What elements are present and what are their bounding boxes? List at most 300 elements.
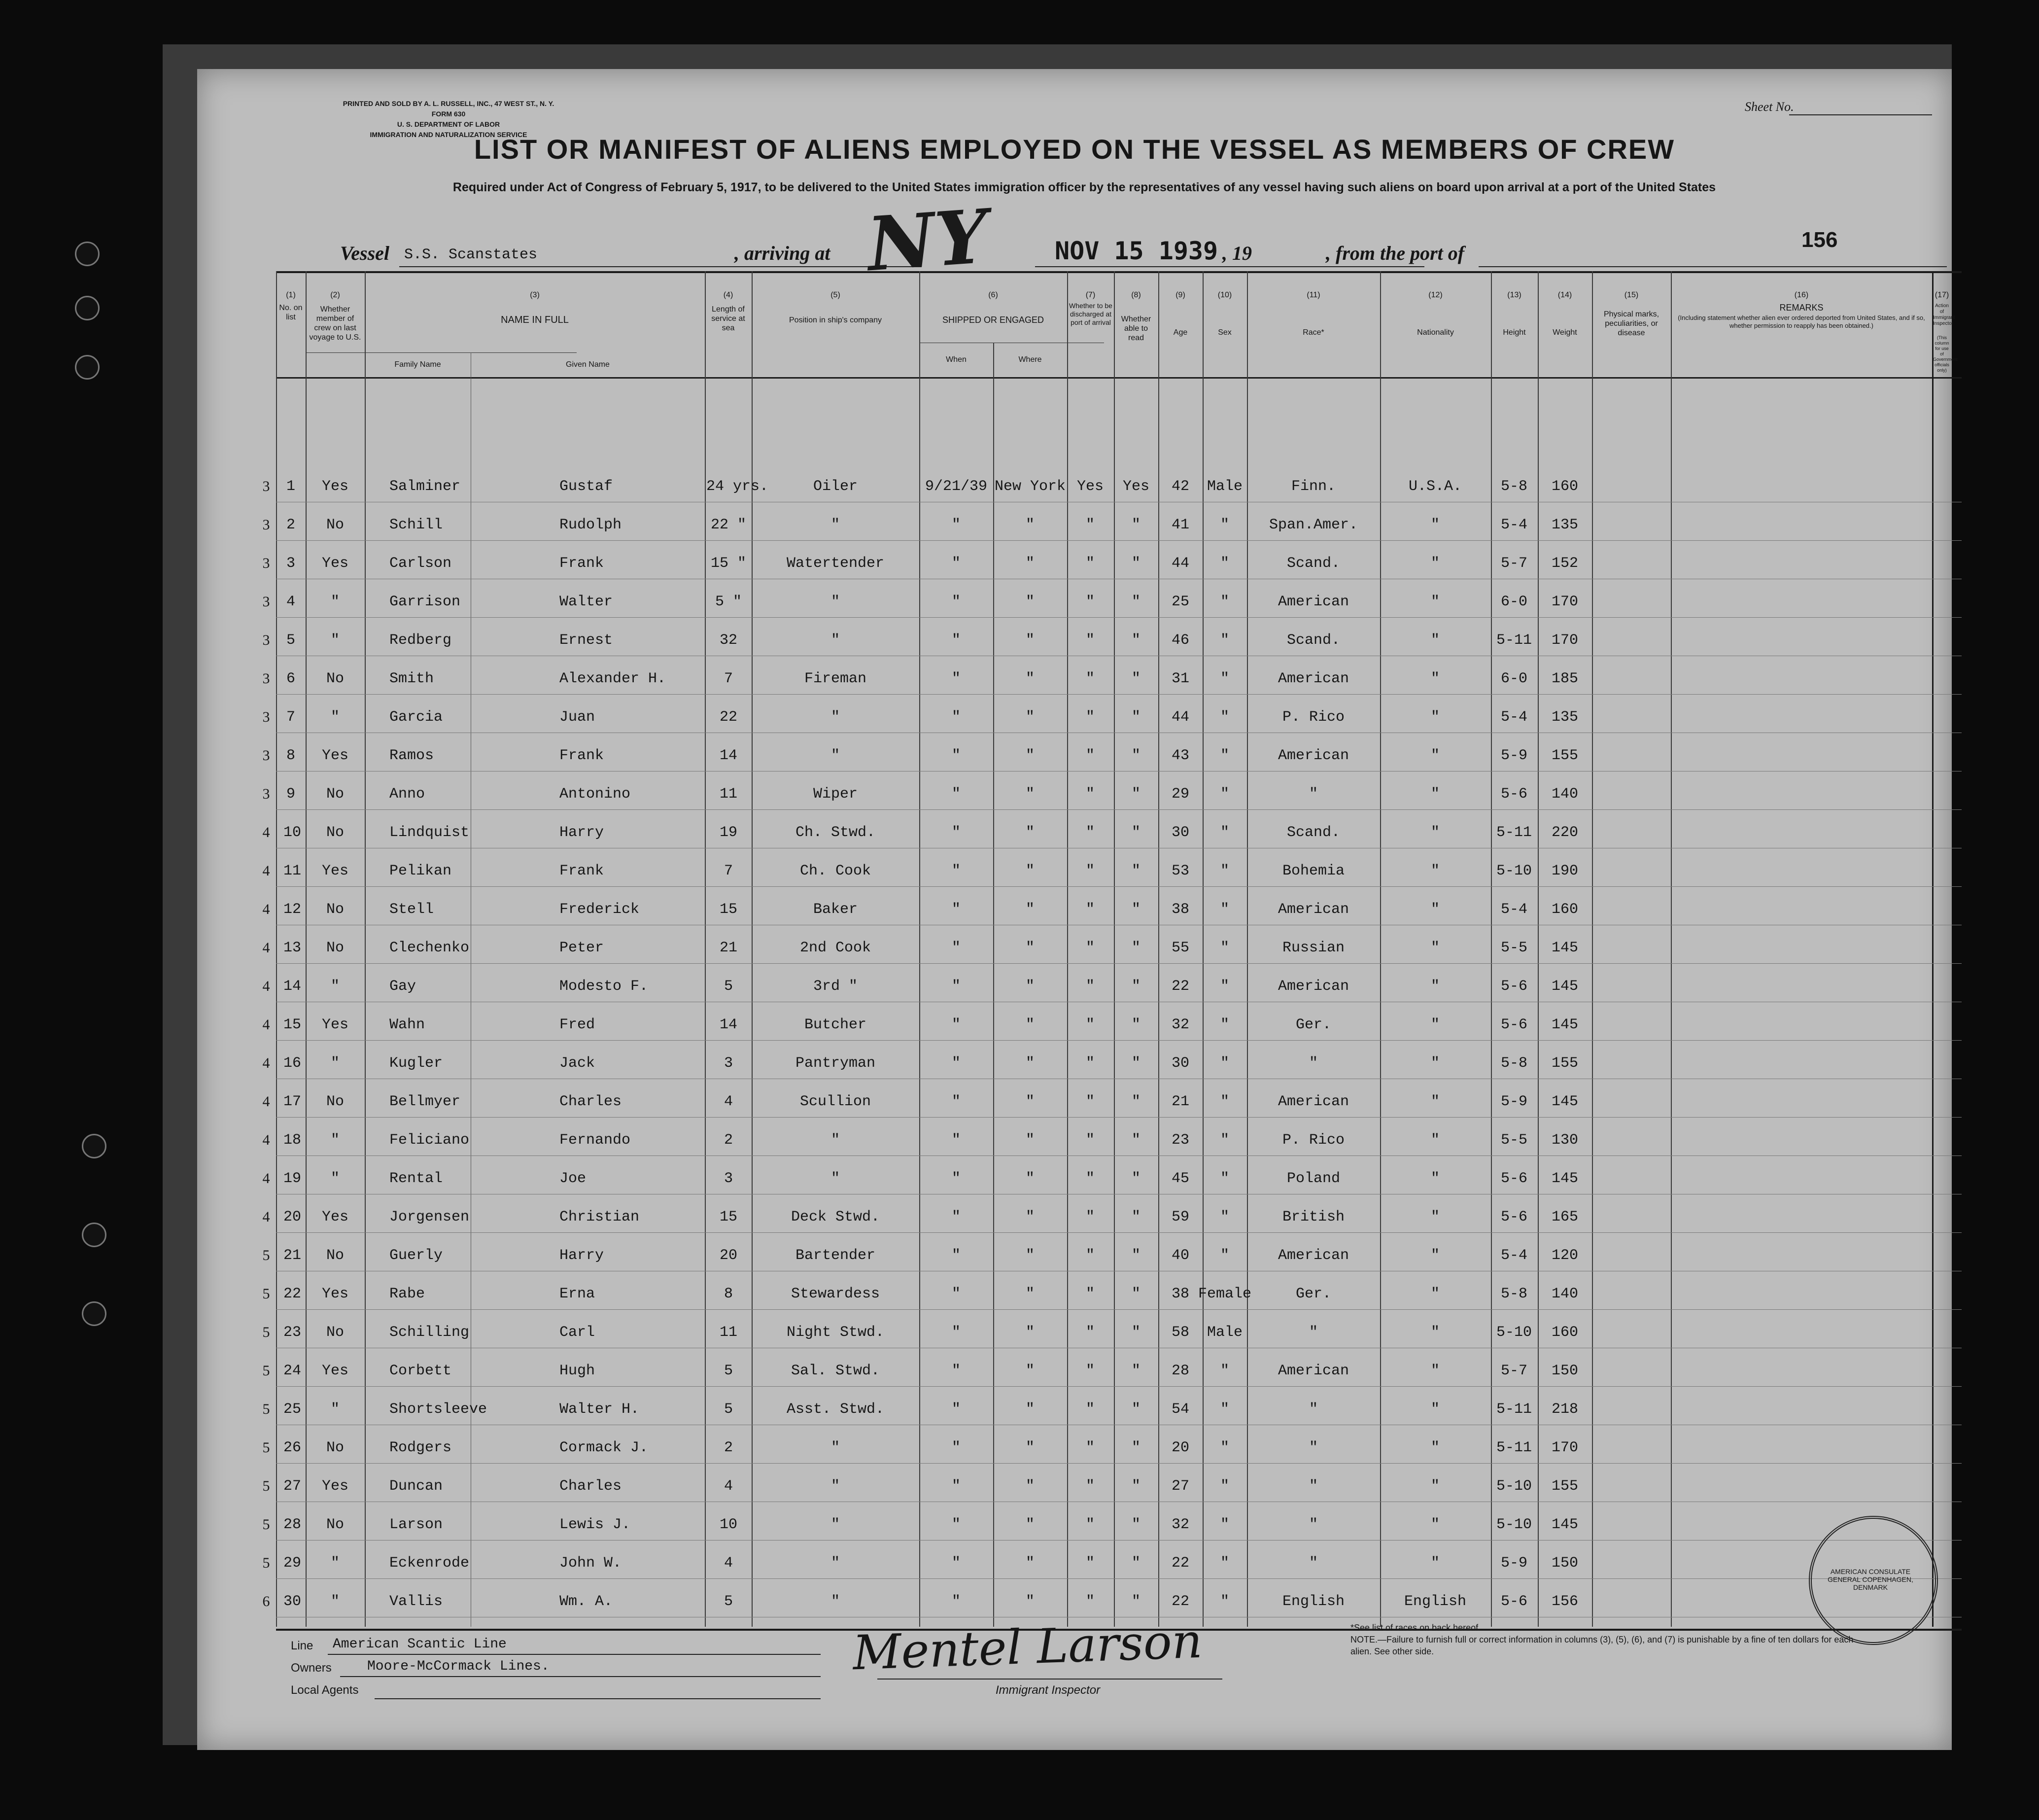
row-prev: " bbox=[330, 1593, 340, 1610]
year-line bbox=[1281, 266, 1326, 267]
header-family-name: Family Name bbox=[394, 360, 441, 369]
row-prev: " bbox=[330, 1132, 340, 1149]
row-sex: " bbox=[1220, 1132, 1229, 1149]
row-where: " bbox=[1025, 555, 1035, 572]
row-discharged: " bbox=[1085, 1132, 1095, 1149]
row-where: " bbox=[1025, 1555, 1035, 1572]
row-when: " bbox=[951, 1132, 961, 1149]
row-age: 23 bbox=[1171, 1132, 1189, 1149]
row-weight: 155 bbox=[1551, 1478, 1578, 1495]
row-margin: 5 bbox=[262, 1439, 270, 1456]
row-margin: 4 bbox=[262, 824, 270, 840]
row-discharged: Yes bbox=[1076, 478, 1104, 495]
binder-hole bbox=[75, 355, 100, 380]
header-name-in-full: NAME IN FULL bbox=[501, 315, 569, 325]
row-given: Lewis J. bbox=[559, 1516, 631, 1533]
row-where: " bbox=[1025, 747, 1035, 764]
row-service: 22 " bbox=[710, 517, 746, 533]
row-when: " bbox=[951, 1209, 961, 1225]
row-service: 7 bbox=[724, 863, 733, 879]
row-given: Peter bbox=[559, 940, 604, 956]
row-sex: " bbox=[1220, 1593, 1229, 1610]
row-service: 4 bbox=[724, 1478, 733, 1495]
row-discharged: " bbox=[1085, 901, 1095, 918]
row-when: " bbox=[951, 1478, 961, 1495]
row-age: 40 bbox=[1171, 1247, 1189, 1264]
row-given: Rudolph bbox=[559, 517, 622, 533]
row-position: Pantryman bbox=[795, 1055, 876, 1072]
consulate-seal-text: AMERICAN CONSULATE GENERAL COPENHAGEN, DENMARK bbox=[1828, 1568, 1913, 1591]
row-given: Charles bbox=[559, 1093, 622, 1110]
row-read: " bbox=[1131, 1286, 1140, 1302]
printer-imprint: PRINTED AND SOLD BY A. L. RUSSELL, INC., 47 WEST ST., N. Y. FORM 630 U. S. DEPARTMENT OF LABOR IMMIGRATION AND NATURALIZATION SERVICE bbox=[343, 100, 554, 139]
row-family: Gay bbox=[389, 978, 416, 995]
row-weight: 155 bbox=[1551, 1055, 1578, 1072]
owners-value: Moore-McCormack Lines. bbox=[367, 1659, 550, 1674]
row-given: Walter bbox=[559, 594, 613, 610]
row-read: " bbox=[1131, 632, 1140, 649]
manifest-sheet bbox=[197, 69, 1958, 1750]
row-race: " bbox=[1309, 786, 1318, 803]
binder-hole bbox=[75, 296, 100, 320]
row-rule bbox=[276, 1578, 1962, 1579]
local-agents-label: Local Agents bbox=[291, 1683, 359, 1697]
row-family: Larson bbox=[389, 1516, 443, 1533]
row-sex: " bbox=[1220, 824, 1229, 841]
row-read: " bbox=[1131, 670, 1140, 687]
row-read: " bbox=[1131, 1247, 1140, 1264]
row-read: " bbox=[1131, 517, 1140, 533]
row-margin: 5 bbox=[262, 1401, 270, 1417]
row-family: Ramos bbox=[389, 747, 434, 764]
from-line bbox=[1479, 266, 1947, 267]
row-prev: Yes bbox=[321, 863, 348, 879]
row-discharged: " bbox=[1085, 1093, 1095, 1110]
row-age: 32 bbox=[1171, 1016, 1189, 1033]
row-age: 20 bbox=[1171, 1439, 1189, 1456]
row-race: American bbox=[1278, 747, 1349, 764]
row-family: Duncan bbox=[389, 1478, 443, 1495]
row-age: 43 bbox=[1171, 747, 1189, 764]
row-discharged: " bbox=[1085, 1247, 1095, 1264]
row-service: 2 bbox=[724, 1439, 733, 1456]
row-when: " bbox=[951, 555, 961, 572]
row-no: 19 bbox=[283, 1170, 302, 1187]
row-service: 3 bbox=[724, 1055, 733, 1072]
row-when: 9/21/39 bbox=[925, 478, 988, 495]
row-where: " bbox=[1025, 670, 1035, 687]
row-service: 3 bbox=[724, 1170, 733, 1187]
row-race: English bbox=[1282, 1593, 1345, 1610]
row-when: " bbox=[951, 901, 961, 918]
row-read: Yes bbox=[1122, 478, 1149, 495]
row-position: " bbox=[830, 632, 840, 649]
row-rule bbox=[276, 1309, 1962, 1310]
row-no: 1 bbox=[286, 478, 295, 495]
row-margin: 3 bbox=[262, 670, 270, 687]
row-sex: " bbox=[1220, 594, 1229, 610]
row-nationality: " bbox=[1430, 1363, 1440, 1379]
signature-line bbox=[877, 1679, 1222, 1680]
row-weight: 160 bbox=[1551, 478, 1578, 495]
row-service: 20 bbox=[719, 1247, 737, 1264]
row-read: " bbox=[1131, 863, 1140, 879]
row-read: " bbox=[1131, 1324, 1140, 1341]
row-service: 5 bbox=[724, 1363, 733, 1379]
row-family: Garrison bbox=[389, 594, 461, 610]
row-prev: No bbox=[326, 824, 344, 841]
row-discharged: " bbox=[1085, 1593, 1095, 1610]
row-position: Oiler bbox=[813, 478, 858, 495]
inspector-signature: Mentel Larson bbox=[852, 1613, 1204, 1681]
row-nationality: " bbox=[1430, 1016, 1440, 1033]
row-rule bbox=[276, 1232, 1962, 1233]
row-weight: 145 bbox=[1551, 1093, 1578, 1110]
header-when: When bbox=[946, 355, 967, 364]
row-age: 30 bbox=[1171, 824, 1189, 841]
row-service: 2 bbox=[724, 1132, 733, 1149]
row-position: Ch. Stwd. bbox=[795, 824, 876, 841]
owners-underline bbox=[340, 1676, 821, 1677]
row-race: P. Rico bbox=[1282, 709, 1345, 726]
row-position: Ch. Cook bbox=[799, 863, 871, 879]
row-family: Anno bbox=[389, 786, 425, 803]
row-where: " bbox=[1025, 1093, 1035, 1110]
row-margin: 4 bbox=[262, 1170, 270, 1187]
row-where: " bbox=[1025, 1209, 1035, 1225]
row-position: Deck Stwd. bbox=[791, 1209, 880, 1225]
row-sex: " bbox=[1220, 670, 1229, 687]
row-nationality: " bbox=[1430, 1439, 1440, 1456]
row-age: 28 bbox=[1171, 1363, 1189, 1379]
row-where: " bbox=[1025, 1593, 1035, 1610]
row-nationality: " bbox=[1430, 1286, 1440, 1302]
row-rule bbox=[276, 1463, 1962, 1464]
row-read: " bbox=[1131, 1439, 1140, 1456]
row-age: 59 bbox=[1171, 1209, 1189, 1225]
row-margin: 5 bbox=[262, 1247, 270, 1263]
row-age: 42 bbox=[1171, 478, 1189, 495]
row-sex: " bbox=[1220, 1170, 1229, 1187]
row-margin: 4 bbox=[262, 978, 270, 994]
row-race: American bbox=[1278, 978, 1349, 995]
row-service: 4 bbox=[724, 1093, 733, 1110]
row-where: " bbox=[1025, 978, 1035, 995]
row-prev: " bbox=[330, 1055, 340, 1072]
row-sex: " bbox=[1220, 709, 1229, 726]
row-nationality: " bbox=[1430, 1093, 1440, 1110]
row-where: " bbox=[1025, 1324, 1035, 1341]
row-family: Schilling bbox=[389, 1324, 470, 1341]
header-discharged: Whether to be discharged at port of arrival bbox=[1069, 302, 1112, 326]
row-given: Alexander H. bbox=[559, 670, 666, 687]
row-sex: " bbox=[1220, 632, 1229, 649]
row-when: " bbox=[951, 978, 961, 995]
row-read: " bbox=[1131, 901, 1140, 918]
row-sex: " bbox=[1220, 1555, 1229, 1572]
row-height: 5-8 bbox=[1500, 478, 1527, 495]
row-prev: " bbox=[330, 709, 340, 726]
header-age: Age bbox=[1173, 328, 1188, 337]
row-weight: 170 bbox=[1551, 632, 1578, 649]
row-nationality: " bbox=[1430, 1209, 1440, 1225]
row-service: 14 bbox=[719, 1016, 737, 1033]
header-remarks: REMARKS bbox=[1779, 303, 1824, 313]
row-given: Gustaf bbox=[559, 478, 613, 495]
row-margin: 5 bbox=[262, 1555, 270, 1571]
name-subheader-rule bbox=[306, 352, 577, 353]
row-nationality: " bbox=[1430, 1324, 1440, 1341]
row-height: 5-8 bbox=[1500, 1286, 1527, 1302]
binder-hole bbox=[75, 242, 100, 266]
row-where: " bbox=[1025, 709, 1035, 726]
row-margin: 3 bbox=[262, 747, 270, 764]
row-weight: 170 bbox=[1551, 594, 1578, 610]
row-sex: " bbox=[1220, 1516, 1229, 1533]
row-where: " bbox=[1025, 1516, 1035, 1533]
header-nationality: Nationality bbox=[1417, 328, 1454, 337]
row-when: " bbox=[951, 1516, 961, 1533]
row-discharged: " bbox=[1085, 1516, 1095, 1533]
row-given: Fernando bbox=[559, 1132, 631, 1149]
row-rule bbox=[276, 617, 1962, 618]
row-where: " bbox=[1025, 1247, 1035, 1264]
row-nationality: " bbox=[1430, 1170, 1440, 1187]
col-line bbox=[1932, 271, 1934, 1627]
row-prev: Yes bbox=[321, 555, 348, 572]
row-discharged: " bbox=[1085, 940, 1095, 956]
row-family: Kugler bbox=[389, 1055, 443, 1072]
row-service: 19 bbox=[719, 824, 737, 841]
row-no: 21 bbox=[283, 1247, 302, 1264]
row-read: " bbox=[1131, 1363, 1140, 1379]
row-height: 5-11 bbox=[1496, 1401, 1532, 1418]
col-line bbox=[306, 271, 307, 1627]
row-when: " bbox=[951, 940, 961, 956]
row-height: 5-10 bbox=[1496, 1324, 1532, 1341]
row-discharged: " bbox=[1085, 594, 1095, 610]
row-no: 28 bbox=[283, 1516, 302, 1533]
col-line bbox=[276, 271, 277, 1627]
row-given: Modesto F. bbox=[559, 978, 649, 995]
row-no: 6 bbox=[286, 670, 295, 687]
row-discharged: " bbox=[1085, 709, 1095, 726]
row-height: 5-6 bbox=[1500, 1593, 1527, 1610]
header-given-name: Given Name bbox=[566, 360, 610, 369]
row-read: " bbox=[1131, 1478, 1140, 1495]
row-race: " bbox=[1309, 1401, 1318, 1418]
row-weight: 218 bbox=[1551, 1401, 1578, 1418]
row-age: 29 bbox=[1171, 786, 1189, 803]
row-age: 25 bbox=[1171, 594, 1189, 610]
row-position: Bartender bbox=[795, 1247, 876, 1264]
row-nationality: " bbox=[1430, 1401, 1440, 1418]
row-prev: " bbox=[330, 1401, 340, 1418]
row-position: Watertender bbox=[786, 555, 885, 572]
row-height: 5-7 bbox=[1500, 555, 1527, 572]
date-stamp: NOV 15 1939 bbox=[1055, 237, 1218, 265]
vessel-label: Vessel bbox=[340, 242, 389, 264]
colnum-1: (1) bbox=[286, 291, 296, 299]
row-prev: No bbox=[326, 517, 344, 533]
row-given: Harry bbox=[559, 824, 604, 841]
row-no: 22 bbox=[283, 1286, 302, 1302]
row-when: " bbox=[951, 517, 961, 533]
row-when: " bbox=[951, 1055, 961, 1072]
row-age: 22 bbox=[1171, 1593, 1189, 1610]
row-discharged: " bbox=[1085, 555, 1095, 572]
row-given: Frederick bbox=[559, 901, 640, 918]
row-prev: " bbox=[330, 632, 340, 649]
row-height: 5-9 bbox=[1500, 1093, 1527, 1110]
row-no: 15 bbox=[283, 1016, 302, 1033]
row-nationality: " bbox=[1430, 709, 1440, 726]
vessel-name: S.S. Scanstates bbox=[404, 246, 538, 263]
row-read: " bbox=[1131, 1170, 1140, 1187]
col-line bbox=[1592, 271, 1593, 1627]
row-age: 41 bbox=[1171, 517, 1189, 533]
row-age: 45 bbox=[1171, 1170, 1189, 1187]
sheet-number-label: Sheet No. bbox=[1745, 100, 1794, 114]
row-discharged: " bbox=[1085, 1363, 1095, 1379]
row-given: Hugh bbox=[559, 1363, 595, 1379]
line-underline bbox=[328, 1654, 821, 1655]
row-race: British bbox=[1282, 1209, 1345, 1225]
row-sex: " bbox=[1220, 747, 1229, 764]
manifest-title: LIST OR MANIFEST OF ALIENS EMPLOYED ON THE VESSEL AS MEMBERS OF CREW bbox=[474, 134, 1675, 165]
row-height: 5-7 bbox=[1500, 1363, 1527, 1379]
row-service: 10 bbox=[719, 1516, 737, 1533]
row-no: 12 bbox=[283, 901, 302, 918]
row-read: " bbox=[1131, 1016, 1140, 1033]
row-age: 22 bbox=[1171, 978, 1189, 995]
row-margin: 4 bbox=[262, 1093, 270, 1110]
row-when: " bbox=[951, 632, 961, 649]
row-where: " bbox=[1025, 824, 1035, 841]
colnum-14: (14) bbox=[1557, 291, 1572, 299]
row-nationality: " bbox=[1430, 940, 1440, 956]
row-age: 22 bbox=[1171, 1555, 1189, 1572]
row-position: " bbox=[830, 1593, 840, 1610]
row-read: " bbox=[1131, 978, 1140, 995]
row-rule bbox=[276, 1117, 1962, 1118]
colnum-2: (2) bbox=[330, 291, 340, 299]
line-label: Line bbox=[291, 1639, 313, 1652]
row-read: " bbox=[1131, 786, 1140, 803]
row-margin: 4 bbox=[262, 1132, 270, 1148]
row-when: " bbox=[951, 1170, 961, 1187]
row-margin: 3 bbox=[262, 594, 270, 610]
row-read: " bbox=[1131, 1555, 1140, 1572]
row-height: 5-6 bbox=[1500, 1016, 1527, 1033]
row-family: Shortsleeve bbox=[389, 1401, 487, 1418]
row-prev: No bbox=[326, 1516, 344, 1533]
row-sex: " bbox=[1220, 555, 1229, 572]
row-read: " bbox=[1131, 555, 1140, 572]
row-discharged: " bbox=[1085, 1439, 1095, 1456]
row-race: Finn. bbox=[1291, 478, 1336, 495]
row-position: " bbox=[830, 1555, 840, 1572]
row-margin: 5 bbox=[262, 1286, 270, 1302]
row-where: " bbox=[1025, 632, 1035, 649]
row-when: " bbox=[951, 709, 961, 726]
binder-hole bbox=[82, 1134, 106, 1158]
row-weight: 145 bbox=[1551, 940, 1578, 956]
row-given: Joe bbox=[559, 1170, 587, 1187]
row-discharged: " bbox=[1085, 786, 1095, 803]
row-rule bbox=[276, 1155, 1962, 1156]
row-weight: 220 bbox=[1551, 824, 1578, 841]
row-family: Rodgers bbox=[389, 1439, 452, 1456]
row-age: 44 bbox=[1171, 709, 1189, 726]
row-family: Guerly bbox=[389, 1247, 443, 1264]
local-agents-underline bbox=[375, 1698, 821, 1699]
header-bottom-rule bbox=[276, 377, 1962, 379]
row-service: 15 bbox=[719, 901, 737, 918]
row-prev: Yes bbox=[321, 747, 348, 764]
row-discharged: " bbox=[1085, 670, 1095, 687]
row-rule bbox=[276, 694, 1962, 695]
row-margin: 5 bbox=[262, 1363, 270, 1379]
page-number: 156 bbox=[1801, 228, 1838, 252]
row-position: " bbox=[830, 1516, 840, 1533]
row-service: 4 bbox=[724, 1555, 733, 1572]
row-sex: " bbox=[1220, 901, 1229, 918]
colnum-16: (16) bbox=[1794, 291, 1809, 299]
row-weight: 170 bbox=[1551, 1439, 1578, 1456]
row-given: Juan bbox=[559, 709, 595, 726]
row-where: " bbox=[1025, 901, 1035, 918]
row-when: " bbox=[951, 1093, 961, 1110]
row-service: 21 bbox=[719, 940, 737, 956]
row-race: Ger. bbox=[1295, 1016, 1331, 1033]
row-nationality: English bbox=[1404, 1593, 1467, 1610]
row-read: " bbox=[1131, 1132, 1140, 1149]
row-family: Rabe bbox=[389, 1286, 425, 1302]
row-discharged: " bbox=[1085, 1016, 1095, 1033]
row-height: 5-10 bbox=[1496, 1478, 1532, 1495]
row-position: " bbox=[830, 709, 840, 726]
row-weight: 145 bbox=[1551, 978, 1578, 995]
row-weight: 155 bbox=[1551, 747, 1578, 764]
row-prev: " bbox=[330, 1555, 340, 1572]
row-discharged: " bbox=[1085, 1286, 1095, 1302]
row-position: " bbox=[830, 517, 840, 533]
row-family: Redberg bbox=[389, 632, 452, 649]
row-discharged: " bbox=[1085, 747, 1095, 764]
row-height: 5-4 bbox=[1500, 709, 1527, 726]
row-service: 24 yrs. bbox=[706, 478, 769, 495]
row-race: American bbox=[1278, 594, 1349, 610]
binder-hole bbox=[82, 1223, 106, 1247]
row-where: New York bbox=[994, 478, 1066, 495]
header-inspector-note: (This column for use of Government officials only) bbox=[1933, 335, 1958, 373]
row-read: " bbox=[1131, 1055, 1140, 1072]
row-age: 46 bbox=[1171, 632, 1189, 649]
row-read: " bbox=[1131, 1593, 1140, 1610]
row-race: " bbox=[1309, 1478, 1318, 1495]
header-sex: Sex bbox=[1218, 328, 1232, 337]
row-prev: " bbox=[330, 594, 340, 610]
row-when: " bbox=[951, 1363, 961, 1379]
row-position: " bbox=[830, 594, 840, 610]
sheet-number-field bbox=[1789, 114, 1932, 115]
row-prev: Yes bbox=[321, 1209, 348, 1225]
row-race: Russian bbox=[1282, 940, 1345, 956]
header-able-to-read: Whether able to read bbox=[1121, 315, 1151, 342]
row-sex: " bbox=[1220, 1247, 1229, 1264]
row-no: 20 bbox=[283, 1209, 302, 1225]
